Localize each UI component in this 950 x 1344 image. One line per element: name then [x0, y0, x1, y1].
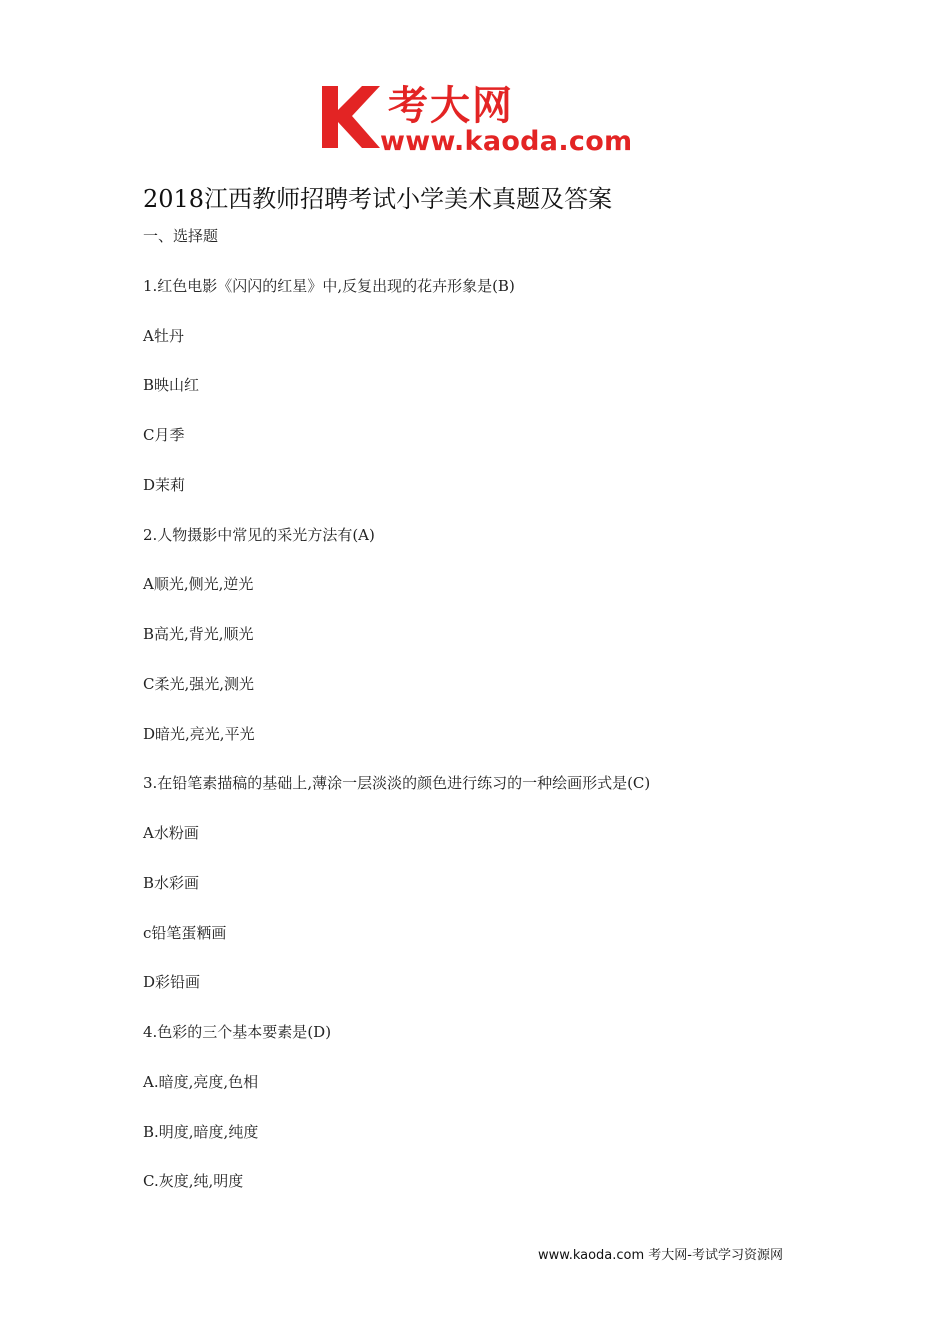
page-footer: www.kaoda.com 考大网-考试学习资源网: [538, 1248, 783, 1263]
q3-option-c: c铅笔蛋粞画: [143, 924, 227, 942]
kaoda-logo: [318, 82, 638, 158]
q2-option-c: C柔光,强光,测光: [143, 675, 255, 693]
q1-option-b: B映山红: [143, 376, 200, 394]
q2-option-b: B高光,背光,顺光: [143, 625, 254, 643]
q4-option-a: A.暗度,亮度,色相: [143, 1073, 259, 1091]
q3-option-d: D彩铅画: [143, 973, 201, 991]
q1-option-c: C月季: [143, 426, 185, 444]
q4-option-c: C.灰度,纯,明度: [143, 1172, 244, 1190]
question-2: 2.人物摄影中常见的采光方法有(A): [143, 526, 375, 544]
logo-url-text: www.kaoda.com: [380, 126, 633, 157]
question-1: 1.红色电影《闪闪的红星》中,反复出现的花卉形象是(B): [143, 277, 515, 295]
page-title: 2018江西教师招聘考试小学美术真题及答案: [143, 185, 613, 213]
q4-option-b: B.明度,暗度,纯度: [143, 1123, 259, 1141]
logo-k-mark: [318, 82, 384, 152]
q3-option-a: A水粉画: [143, 824, 199, 842]
q1-option-d: D茉莉: [143, 476, 186, 494]
section-heading: 一、选择题: [143, 227, 219, 245]
q2-option-a: A顺光,侧光,逆光: [143, 575, 254, 593]
logo-chinese-text: 考大网: [388, 83, 514, 129]
q1-option-a: A牡丹: [143, 327, 184, 345]
q2-option-d: D暗光,亮光,平光: [143, 725, 255, 743]
q3-option-b: B水彩画: [143, 874, 200, 892]
question-3: 3.在铅笔素描稿的基础上,薄涂一层淡淡的颜色进行练习的一种绘画形式是(C): [143, 774, 651, 792]
question-4: 4.色彩的三个基本要素是(D): [143, 1023, 332, 1041]
